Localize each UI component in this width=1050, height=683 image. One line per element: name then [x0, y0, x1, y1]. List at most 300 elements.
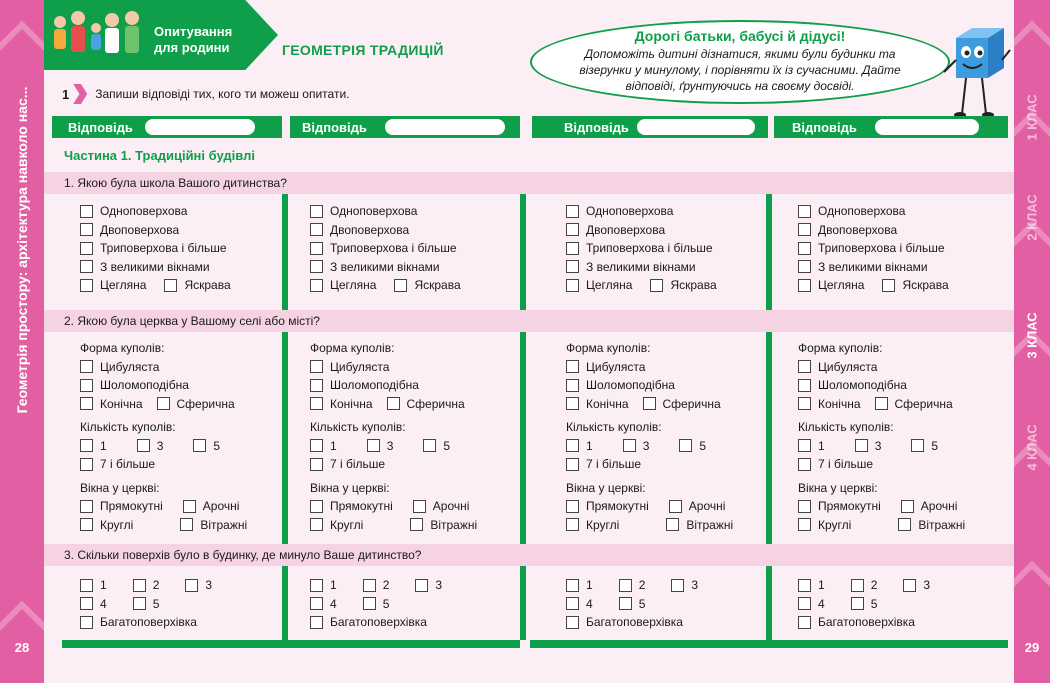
option-row: [798, 358, 968, 377]
option-bright[interactable]: [650, 278, 716, 292]
checkbox[interactable]: [566, 242, 579, 255]
chevron-decoration: [0, 20, 44, 80]
checkbox[interactable]: [882, 279, 895, 292]
checkbox[interactable]: [80, 439, 93, 452]
q3-answers-col-1: [80, 576, 238, 632]
option-dome-1[interactable]: [310, 378, 419, 392]
option-floors-1[interactable]: [798, 578, 825, 592]
option-multistorey[interactable]: [80, 615, 197, 629]
option-label: 5: [152, 596, 160, 611]
option-label: Багатоповерхівка: [586, 615, 683, 630]
option-arched[interactable]: [901, 499, 958, 513]
answer-label: Відповідь: [792, 119, 857, 135]
page-number-left: 28: [14, 640, 30, 655]
option-count-1[interactable]: [367, 439, 394, 453]
option-round[interactable]: [798, 518, 851, 532]
option-label: 7 і більше: [586, 457, 642, 472]
answer-header-1: [52, 116, 282, 138]
checkbox[interactable]: [566, 379, 579, 392]
checkbox[interactable]: [798, 518, 811, 531]
option-q1-1[interactable]: [566, 223, 665, 237]
checkbox[interactable]: [423, 439, 436, 452]
option-multistorey[interactable]: [566, 615, 683, 629]
option-row: [798, 258, 949, 277]
option-dome-0[interactable]: [310, 360, 389, 374]
option-round[interactable]: [310, 518, 363, 532]
option-conical[interactable]: [798, 397, 861, 411]
windows-label: Вікна у церкві:: [310, 480, 390, 495]
option-label: 1: [818, 578, 825, 593]
option-floors-5[interactable]: [851, 597, 878, 611]
checkbox[interactable]: [851, 579, 864, 592]
option-floors-1[interactable]: [80, 578, 107, 592]
option-spherical[interactable]: [643, 397, 721, 411]
option-count-2[interactable]: [423, 439, 450, 453]
banner-line-2: для родини: [154, 40, 230, 55]
option-brick[interactable]: [310, 278, 376, 292]
grade-tab-4[interactable]: 4 КЛАС: [1024, 424, 1040, 471]
option-label: Сферична: [406, 396, 465, 411]
checkbox[interactable]: [363, 579, 376, 592]
checkbox[interactable]: [133, 597, 146, 610]
checkbox[interactable]: [310, 260, 323, 273]
option-count-2[interactable]: [193, 439, 220, 453]
option-count-2[interactable]: [911, 439, 938, 453]
option-label: Вітражні: [430, 517, 478, 532]
checkbox[interactable]: [566, 360, 579, 373]
checkbox[interactable]: [798, 458, 811, 471]
option-floors-5[interactable]: [363, 597, 390, 611]
checkbox[interactable]: [798, 579, 811, 592]
option-label: Двоповерхова: [330, 222, 410, 237]
option-count-more[interactable]: [80, 457, 155, 471]
option-dome-0[interactable]: [80, 360, 159, 374]
checkbox[interactable]: [798, 223, 811, 236]
option-row: [80, 576, 238, 595]
answer-label: Відповідь: [68, 119, 133, 135]
checkbox[interactable]: [650, 279, 663, 292]
q2-answers-col-3: [566, 339, 736, 534]
option-label: З великими вікнами: [586, 259, 696, 274]
checkbox[interactable]: [310, 500, 323, 513]
option-spherical[interactable]: [875, 397, 953, 411]
checkbox[interactable]: [566, 397, 579, 410]
option-bright[interactable]: [394, 278, 460, 292]
column-divider: [520, 194, 526, 310]
checkbox[interactable]: [566, 500, 579, 513]
checkbox[interactable]: [671, 579, 684, 592]
option-row: [566, 455, 736, 474]
checkbox[interactable]: [798, 242, 811, 255]
option-row: [310, 276, 461, 295]
option-row: [566, 497, 736, 516]
option-row: [80, 516, 250, 535]
checkbox[interactable]: [310, 242, 323, 255]
checkbox[interactable]: [798, 205, 811, 218]
option-label: З великими вікнами: [818, 259, 928, 274]
checkbox[interactable]: [623, 439, 636, 452]
checkbox[interactable]: [80, 579, 93, 592]
option-label: 7 і більше: [330, 457, 386, 472]
checkbox[interactable]: [619, 579, 632, 592]
option-row: [566, 276, 717, 295]
option-label: Цегляна: [818, 278, 865, 293]
grade-tab-2[interactable]: 2 КЛАС: [1024, 194, 1040, 241]
count-label: Кількість куполів:: [798, 420, 894, 435]
option-label: 2: [870, 578, 878, 593]
option-count-0[interactable]: [566, 439, 593, 453]
checkbox[interactable]: [157, 397, 170, 410]
option-floors-4[interactable]: [80, 597, 107, 611]
option-rectangular[interactable]: [80, 499, 163, 513]
option-label: 1: [100, 438, 107, 453]
option-count-0[interactable]: [798, 439, 825, 453]
option-spherical[interactable]: [387, 397, 465, 411]
option-count-1[interactable]: [623, 439, 650, 453]
checkbox[interactable]: [185, 579, 198, 592]
option-label: Круглі: [586, 517, 620, 532]
option-row: [798, 276, 949, 295]
option-dome-1[interactable]: [798, 378, 907, 392]
option-row: [310, 258, 461, 277]
question-3-text: 3. Скільки поверхів було в будинку, де минуло Ваше дитинство?: [64, 548, 422, 562]
option-label: 3: [386, 438, 394, 453]
option-row: [310, 613, 468, 632]
option-row: [566, 202, 717, 221]
option-label: 3: [205, 578, 213, 593]
grade-tab-1[interactable]: 1 КЛАС: [1024, 94, 1040, 141]
checkbox[interactable]: [798, 397, 811, 410]
checkbox[interactable]: [180, 518, 193, 531]
option-floors-3[interactable]: [185, 578, 212, 592]
option-floors-2[interactable]: [363, 578, 390, 592]
checkbox[interactable]: [80, 500, 93, 513]
option-floors-4[interactable]: [798, 597, 825, 611]
option-row: [80, 376, 250, 395]
option-dome-1[interactable]: [566, 378, 675, 392]
option-q1-1[interactable]: [80, 223, 179, 237]
option-q1-3[interactable]: [566, 260, 696, 274]
answer-name-input[interactable]: [385, 119, 505, 135]
option-count-1[interactable]: [855, 439, 882, 453]
checkbox[interactable]: [566, 439, 579, 452]
answer-label: Відповідь: [564, 119, 629, 135]
checkbox[interactable]: [310, 360, 323, 373]
checkbox[interactable]: [80, 223, 93, 236]
checkbox[interactable]: [394, 279, 407, 292]
banner-text: [154, 24, 232, 56]
option-stained[interactable]: [898, 518, 965, 532]
option-count-0[interactable]: [80, 439, 107, 453]
checkbox[interactable]: [798, 616, 811, 629]
checkbox[interactable]: [310, 597, 323, 610]
option-label: Конічна: [818, 396, 861, 411]
count-label: Кількість куполів:: [80, 420, 176, 435]
option-floors-1[interactable]: [310, 578, 337, 592]
option-label: Яскрава: [902, 278, 949, 293]
family-illustration-icon: [48, 8, 148, 66]
checkbox[interactable]: [183, 500, 196, 513]
checkbox[interactable]: [566, 223, 579, 236]
option-q1-0[interactable]: [798, 204, 905, 218]
option-row: [798, 239, 949, 258]
option-arched[interactable]: [183, 499, 240, 513]
checkbox[interactable]: [80, 458, 93, 471]
option-count-1[interactable]: [137, 439, 164, 453]
checkbox[interactable]: [566, 616, 579, 629]
part-title: Частина 1. Традиційні будівлі: [64, 148, 255, 163]
option-label: Цегляна: [100, 278, 147, 293]
checkbox[interactable]: [80, 616, 93, 629]
task-number: 1: [62, 86, 70, 102]
checkbox[interactable]: [798, 260, 811, 273]
option-floors-2[interactable]: [619, 578, 646, 592]
option-q1-2[interactable]: [798, 241, 945, 255]
option-q1-1[interactable]: [310, 223, 409, 237]
option-q1-2[interactable]: [566, 241, 713, 255]
checkbox[interactable]: [911, 439, 924, 452]
option-floors-2[interactable]: [851, 578, 878, 592]
checkbox[interactable]: [901, 500, 914, 513]
answer-name-input[interactable]: [145, 119, 255, 135]
option-label: Триповерхова і більше: [330, 241, 457, 256]
option-q1-3[interactable]: [798, 260, 928, 274]
checkbox[interactable]: [387, 397, 400, 410]
option-label: Одноповерхова: [330, 204, 418, 219]
checkbox[interactable]: [566, 597, 579, 610]
option-label: 1: [330, 578, 337, 593]
option-q1-2[interactable]: [80, 241, 227, 255]
q1-answers-col-1: [80, 202, 231, 295]
option-label: Конічна: [330, 396, 373, 411]
checkbox[interactable]: [679, 439, 692, 452]
checkbox[interactable]: [666, 518, 679, 531]
checkbox[interactable]: [410, 518, 423, 531]
option-conical[interactable]: [80, 397, 143, 411]
checkbox[interactable]: [851, 597, 864, 610]
option-row: [798, 437, 968, 456]
option-label: З великими вікнами: [330, 259, 440, 274]
checkbox[interactable]: [80, 397, 93, 410]
grade-tab-3-active[interactable]: 3 КЛАС: [1024, 312, 1040, 359]
checkbox[interactable]: [798, 439, 811, 452]
checkbox[interactable]: [798, 360, 811, 373]
checkbox[interactable]: [310, 223, 323, 236]
checkbox[interactable]: [566, 518, 579, 531]
checkbox[interactable]: [310, 205, 323, 218]
option-q1-3[interactable]: [310, 260, 440, 274]
question-2-text: 2. Якою була церква у Вашому селі або місті?: [64, 314, 320, 328]
option-conical[interactable]: [310, 397, 373, 411]
checkbox[interactable]: [643, 397, 656, 410]
q3-answers-col-3: [566, 576, 724, 632]
option-floors-2[interactable]: [133, 578, 160, 592]
option-row: [566, 376, 736, 395]
windows-label: Вікна у церкві:: [80, 480, 160, 495]
option-row: [310, 437, 480, 456]
checkbox[interactable]: [566, 279, 579, 292]
option-count-more[interactable]: [798, 457, 873, 471]
checkbox[interactable]: [80, 518, 93, 531]
checkbox[interactable]: [193, 439, 206, 452]
option-bright[interactable]: [882, 278, 948, 292]
checkbox[interactable]: [798, 379, 811, 392]
option-rectangular[interactable]: [310, 499, 393, 513]
option-q1-2[interactable]: [310, 241, 457, 255]
option-label: 3: [642, 438, 650, 453]
option-label: Цегляна: [586, 278, 633, 293]
option-label: Одноповерхова: [818, 204, 906, 219]
checkbox[interactable]: [798, 500, 811, 513]
answer-header-3: [532, 116, 768, 138]
option-label: Прямокутні: [586, 499, 649, 514]
option-row: [80, 202, 231, 221]
checkbox[interactable]: [855, 439, 868, 452]
checkbox[interactable]: [310, 616, 323, 629]
checkbox[interactable]: [898, 518, 911, 531]
checkbox[interactable]: [669, 500, 682, 513]
answer-name-input[interactable]: [637, 119, 755, 135]
option-q1-3[interactable]: [80, 260, 210, 274]
option-floors-5[interactable]: [133, 597, 160, 611]
checkbox[interactable]: [413, 500, 426, 513]
column-divider: [520, 566, 526, 640]
option-label: Сферична: [894, 396, 953, 411]
checkbox[interactable]: [137, 439, 150, 452]
option-label: 1: [586, 438, 593, 453]
option-bright[interactable]: [164, 278, 230, 292]
checkbox[interactable]: [367, 439, 380, 452]
checkbox[interactable]: [566, 260, 579, 273]
checkbox[interactable]: [310, 579, 323, 592]
option-floors-4[interactable]: [566, 597, 593, 611]
option-brick[interactable]: [80, 278, 146, 292]
option-dome-0[interactable]: [798, 360, 877, 374]
checkbox[interactable]: [310, 518, 323, 531]
option-count-more[interactable]: [566, 457, 641, 471]
option-stained[interactable]: [666, 518, 733, 532]
option-count-0[interactable]: [310, 439, 337, 453]
option-label: 3: [923, 578, 931, 593]
option-label: Цибуляста: [330, 359, 390, 374]
option-rectangular[interactable]: [566, 499, 649, 513]
checkbox[interactable]: [310, 379, 323, 392]
checkbox[interactable]: [80, 260, 93, 273]
option-multistorey[interactable]: [798, 615, 915, 629]
option-label: Прямокутні: [100, 499, 163, 514]
checkbox[interactable]: [310, 397, 323, 410]
checkbox[interactable]: [80, 279, 93, 292]
option-brick[interactable]: [798, 278, 864, 292]
option-dome-0[interactable]: [566, 360, 645, 374]
option-row: [80, 258, 231, 277]
bottom-rule-right: [530, 640, 1008, 648]
option-q1-0[interactable]: [566, 204, 673, 218]
option-q1-0[interactable]: [310, 204, 417, 218]
windows-label: Вікна у церкві:: [566, 480, 646, 495]
option-row: [798, 516, 968, 535]
option-floors-1[interactable]: [566, 578, 593, 592]
answer-header-4: [774, 116, 1008, 138]
q1-answers-col-3: [566, 202, 717, 295]
option-stained[interactable]: [410, 518, 477, 532]
checkbox[interactable]: [619, 597, 632, 610]
option-dome-1[interactable]: [80, 378, 189, 392]
grade-tabs: [1014, 70, 1050, 490]
checkbox[interactable]: [363, 597, 376, 610]
option-label: 1: [586, 578, 593, 593]
option-label: Круглі: [100, 517, 134, 532]
option-floors-3[interactable]: [903, 578, 930, 592]
option-arched[interactable]: [669, 499, 726, 513]
checkbox[interactable]: [310, 458, 323, 471]
option-row: [80, 613, 238, 632]
checkbox[interactable]: [80, 360, 93, 373]
option-conical[interactable]: [566, 397, 629, 411]
parents-speech-bubble: [530, 20, 950, 104]
option-row: [310, 239, 461, 258]
checkbox[interactable]: [875, 397, 888, 410]
checkbox[interactable]: [798, 597, 811, 610]
option-round[interactable]: [80, 518, 133, 532]
checkbox[interactable]: [903, 579, 916, 592]
option-spherical[interactable]: [157, 397, 235, 411]
option-label: Прямокутні: [818, 499, 881, 514]
count-label: Кількість куполів:: [310, 420, 406, 435]
option-brick[interactable]: [566, 278, 632, 292]
checkbox[interactable]: [80, 242, 93, 255]
option-label: 5: [443, 438, 451, 453]
option-label: 1: [330, 438, 337, 453]
option-label: Триповерхова і більше: [586, 241, 713, 256]
option-count-more[interactable]: [310, 457, 385, 471]
answer-name-input[interactable]: [875, 119, 979, 135]
checkbox[interactable]: [310, 439, 323, 452]
option-label: 3: [156, 438, 164, 453]
option-stained[interactable]: [180, 518, 247, 532]
option-multistorey[interactable]: [310, 615, 427, 629]
option-arched[interactable]: [413, 499, 470, 513]
option-floors-5[interactable]: [619, 597, 646, 611]
option-floors-3[interactable]: [415, 578, 442, 592]
checkbox[interactable]: [798, 279, 811, 292]
option-q1-1[interactable]: [798, 223, 897, 237]
checkbox[interactable]: [133, 579, 146, 592]
checkbox[interactable]: [164, 279, 177, 292]
option-floors-4[interactable]: [310, 597, 337, 611]
option-rectangular[interactable]: [798, 499, 881, 513]
option-row: [80, 437, 250, 456]
q3-answers-col-4: [798, 576, 956, 632]
option-q1-0[interactable]: [80, 204, 187, 218]
option-label: Двоповерхова: [586, 222, 666, 237]
option-label: 1: [100, 578, 107, 593]
option-label: Конічна: [100, 396, 143, 411]
checkbox[interactable]: [80, 205, 93, 218]
checkbox[interactable]: [80, 597, 93, 610]
option-floors-3[interactable]: [671, 578, 698, 592]
checkbox[interactable]: [415, 579, 428, 592]
checkbox[interactable]: [566, 579, 579, 592]
option-row: [798, 613, 956, 632]
checkbox[interactable]: [566, 205, 579, 218]
checkbox[interactable]: [80, 379, 93, 392]
option-round[interactable]: [566, 518, 619, 532]
option-count-2[interactable]: [679, 439, 706, 453]
checkbox[interactable]: [566, 458, 579, 471]
option-row: [566, 516, 736, 535]
checkbox[interactable]: [310, 279, 323, 292]
